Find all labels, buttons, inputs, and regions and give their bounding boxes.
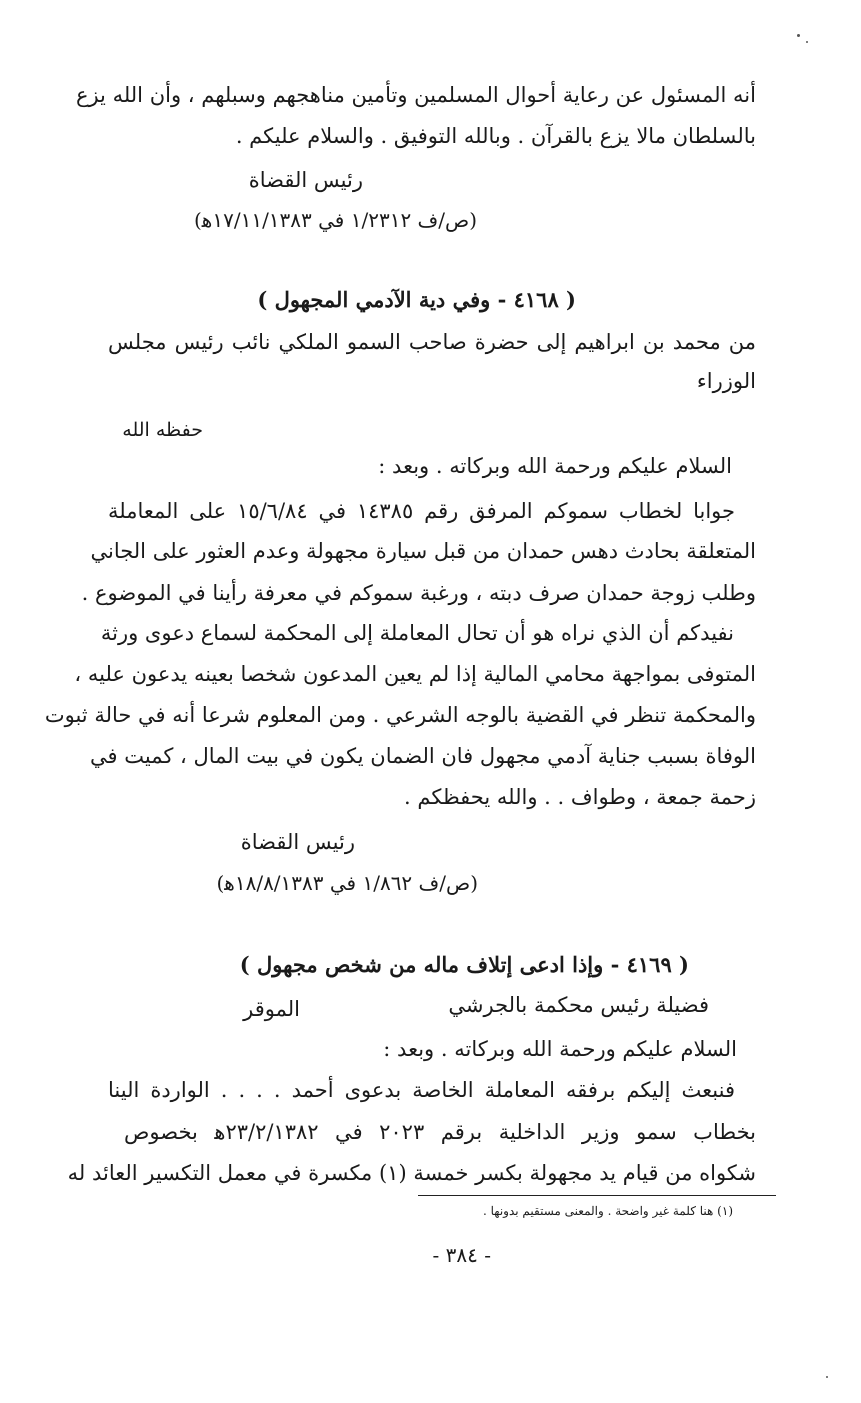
body-line: الوزراء xyxy=(696,369,756,393)
body-line: الوفاة بسبب جناية آدمي مجهول فان الضمان يكون في بيت المال ، كميت في xyxy=(90,744,756,768)
signature-title: رئيس القضاة xyxy=(248,168,363,192)
body-line: المتوفى بمواجهة محامي المالية إذا لم يعين المدعون شخصا بعينه يدعون عليه ، xyxy=(74,662,756,686)
body-line: والمحكمة تنظر في القضية بالوجه الشرعي . ومن المعلوم شرعا أنه في حالة ثبوت xyxy=(44,703,756,727)
reference-number: (ص/ف ١/٢٣١٢ في ١٧/١١/١٣٨٣ﻫ) xyxy=(194,208,477,232)
page-number: - ٣٨٤ - xyxy=(432,1243,491,1267)
footnote-separator xyxy=(418,1195,776,1196)
honorific: الموقر xyxy=(243,997,300,1021)
greeting-line: السلام عليكم ورحمة الله وبركاته . وبعد : xyxy=(383,1037,737,1061)
scan-speck xyxy=(797,34,800,37)
honorific: حفظه الله xyxy=(122,419,203,441)
body-line: بالسلطان مالا يزع بالقرآن . وبالله التوفيق . والسلام عليكم . xyxy=(235,124,756,148)
body-line: بخطاب سمو وزير الداخلية برقم ٢٠٢٣ في ٢٣/٢/١٣٨٢ﻫ بخصوص xyxy=(124,1120,756,1144)
section-heading: ( ٤١٦٩ - وإذا ادعى إتلاف ماله من شخص مجهول ) xyxy=(239,952,689,977)
body-line: من محمد بن ابراهيم إلى حضرة صاحب السمو الملكي نائب رئيس مجلس xyxy=(108,330,756,354)
body-line: أنه المسئول عن رعاية أحوال المسلمين وتأمين مناهجهم وسبلهم ، وأن الله يزع xyxy=(75,83,756,107)
signature-title: رئيس القضاة xyxy=(240,830,355,854)
body-line: المتعلقة بحادث دهس حمدان من قبل سيارة مجهولة وعدم العثور على الجاني xyxy=(90,539,756,563)
body-line: جوابا لخطاب سموكم المرفق رقم ١٤٣٨٥ في ١٥/٦/٨٤ على المعاملة xyxy=(108,499,735,523)
section-heading: ( ٤١٦٨ - وفي دية الآدمي المجهول ) xyxy=(257,287,576,312)
reference-number: (ص/ف ١/٨٦٢ في ١٨/٨/١٣٨٣ﻫ) xyxy=(216,871,478,895)
addressee-line: فضيلة رئيس محكمة بالجرشي xyxy=(448,993,709,1017)
body-line: زحمة جمعة ، وطواف . . والله يحفظكم . xyxy=(404,785,756,809)
scan-speck xyxy=(826,1376,828,1378)
body-line: وطلب زوجة حمدان صرف دبته ، ورغبة سموكم في معرفة رأينا في الموضوع . xyxy=(81,581,756,605)
body-line: نفيدكم أن الذي نراه هو أن تحال المعاملة إلى المحكمة لسماع دعوى ورثة xyxy=(100,621,734,645)
body-line: شكواه من قيام يد مجهولة بكسر خمسة (١) مكسرة في معمل التكسير العائد له xyxy=(67,1161,756,1185)
greeting-line: السلام عليكم ورحمة الله وبركاته . وبعد : xyxy=(378,454,732,478)
body-line: فنبعث إليكم برفقه المعاملة الخاصة بدعوى أحمد . . . . الواردة الينا xyxy=(108,1078,735,1102)
scan-speck xyxy=(806,41,808,43)
footnote: (١) هنا كلمة غير واضحة . والمعنى مستقيم بدونها . xyxy=(483,1204,733,1218)
